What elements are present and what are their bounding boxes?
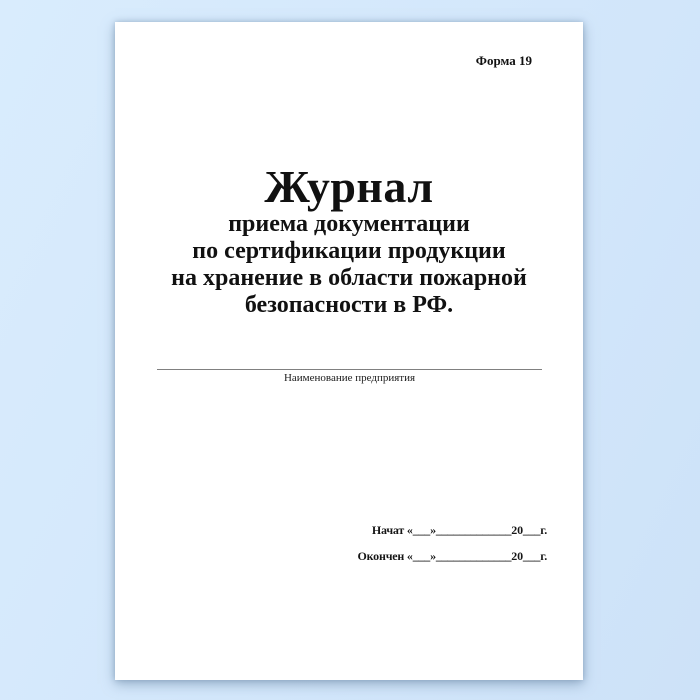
date-started-line: Начат «___»_____________20___г. xyxy=(371,523,547,537)
journal-cover-page xyxy=(115,22,583,680)
dates-block xyxy=(357,523,547,575)
date-finished-line: Окончен «___»_____________20___г. xyxy=(357,549,547,563)
journal-subtitle xyxy=(115,211,583,319)
journal-subtitle-line: на хранение в области пожарной xyxy=(171,265,527,291)
journal-subtitle-line: приема документации xyxy=(228,211,470,237)
journal-subtitle-line: по сертификации продукции xyxy=(192,238,506,264)
company-name-label: Наименование предприятия xyxy=(283,372,416,384)
title-block xyxy=(115,163,583,319)
journal-subtitle-line: безопасности в РФ. xyxy=(244,292,454,318)
form-number: Форма 19 xyxy=(475,53,532,68)
journal-title: Журнал xyxy=(264,161,434,212)
company-name-field xyxy=(157,369,542,384)
